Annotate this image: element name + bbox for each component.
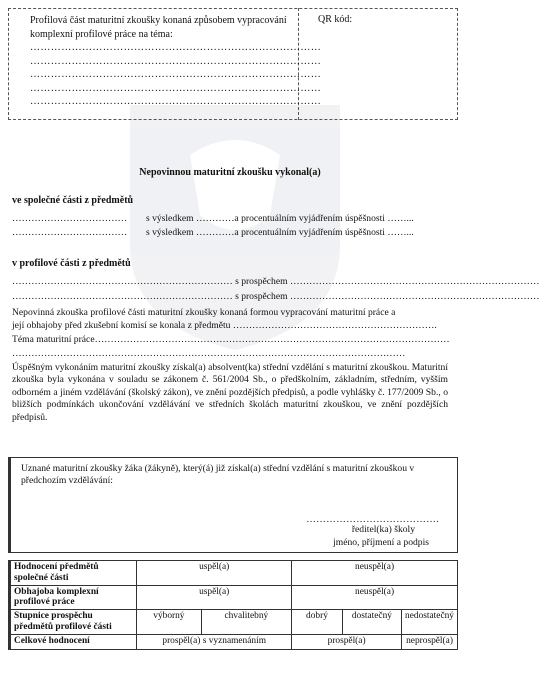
row-label: Celkové hodnocení (10, 634, 137, 649)
profile-part-title: v profilové části z předmětů (12, 258, 131, 269)
exam-note-line: její obhajoby před zkušební komisí se konala z předmětu ………………………………………………………. (12, 320, 437, 331)
percentage-text: a procentuálním vyjádřením úspěšnosti ……... (234, 227, 414, 238)
grade-label: s prospěchem (235, 276, 288, 287)
common-subject-row (12, 227, 452, 239)
grade-value-field[interactable]: …………………………………………………………………… (289, 291, 539, 302)
common-subject-row (12, 213, 452, 225)
results-table (8, 560, 458, 650)
option-cell[interactable]: uspěl(a) (137, 561, 292, 586)
option-cell[interactable]: uspěl(a) (137, 585, 292, 610)
result-label: s výsledkem (145, 213, 194, 224)
profile-subject-row (12, 291, 539, 303)
subject-field[interactable]: ……………………………… (12, 227, 128, 238)
row-label: Stupnice prospěchu předmětů profilové části (10, 610, 137, 635)
table-row (10, 610, 458, 635)
result-value-field[interactable]: ………… (196, 213, 235, 224)
table-row (10, 585, 458, 610)
option-cell[interactable]: prospěl(a) (292, 634, 402, 649)
profile-subject-row (12, 276, 539, 288)
theme-label: Téma maturitní práce (12, 334, 95, 345)
option-cell[interactable]: neprospěl(a) (402, 634, 458, 649)
subject-field[interactable]: ……………………………… (12, 213, 128, 224)
signature-role: ředitel(ka) školy (351, 524, 415, 535)
qr-code-label: QR kód: (318, 14, 353, 25)
section-heading: Nepovinnou maturitní zkoušku vykonal(a) (139, 167, 321, 178)
theme-line-2[interactable]: …………………………………………………………………………………………………………… (12, 348, 406, 359)
topic-line[interactable]: ………………………………………………………………………… (30, 55, 322, 67)
table-row (10, 561, 458, 586)
topic-section (30, 14, 322, 109)
grade-value-field[interactable]: …………………………………………………………………… (289, 276, 539, 287)
row-label: Obhajoba komplexní profilové práce (10, 585, 137, 610)
table-row (10, 634, 458, 649)
exam-note-line: Nepovinná zkouška profilové části maturitní zkoušky konaná formou vypracování maturitní práce a (12, 307, 396, 318)
theme-field[interactable]: ………………………………………………………………………………………………… (94, 334, 450, 345)
grade-option-cell[interactable]: dobrý (292, 610, 343, 635)
recognition-text: Uznané maturitní zkoušky žáka (žákyně), který(á) již získal(a) střední vzdělání s maturitní zkouškou v předchozím vzdělávání: (21, 463, 415, 487)
option-cell[interactable]: neuspěl(a) (292, 585, 458, 610)
common-part-title: ve společné části z předmětů (12, 195, 134, 206)
grade-option-cell[interactable]: výborný (137, 610, 201, 635)
grade-option-cell[interactable]: nedostatečný (402, 610, 458, 635)
row-label: Hodnocení předmětů společné části (10, 561, 137, 586)
result-value-field[interactable]: ………… (196, 227, 235, 238)
topic-line[interactable]: ………………………………………………………………………… (30, 82, 322, 94)
option-cell[interactable]: prospěl(a) s vyznamenáním (137, 634, 292, 649)
result-label: s výsledkem (145, 227, 194, 238)
subject-field[interactable]: …………………………………………………………… (12, 291, 233, 302)
completion-statement: Úspěšným vykonáním maturitní zkoušky získal(a) absolvent(ka) střední vzdělání s maturitní zkouškou. Maturitní zkouška byla vykonána v souladu se zákonem č. 561/2004 Sb., o předškolním, základním, středním, vyšším odborném a jiném vzdělávání (školský zákon), ve znění pozdějších předpisů, a podle vyhlášky č. 177/2009 Sb., o bližších podmínkách ukončování vzdělávání ve středních školách maturitní zkouškou, ve znění pozdějších předpisů. (12, 362, 448, 423)
subject-field[interactable]: …………………………………………………………… (12, 276, 233, 287)
percentage-text: a procentuálním vyjádřením úspěšnosti ……... (234, 213, 414, 224)
grade-label: s prospěchem (235, 291, 288, 302)
signature-line[interactable]: …………………………………. (306, 514, 439, 525)
topic-line[interactable]: ………………………………………………………………………… (30, 42, 322, 53)
grade-option-cell[interactable]: chvalitebný (201, 610, 292, 635)
signature-caption: jméno, příjmení a podpis (333, 537, 429, 548)
theme-line (12, 334, 452, 346)
grade-option-cell[interactable]: dostatečný (342, 610, 401, 635)
recognition-box (8, 457, 458, 553)
topic-intro: Profilová část maturitní zkoušky konaná způsobem vypracování komplexní profilové práce na téma: (30, 15, 287, 40)
topic-line[interactable]: ………………………………………………………………………… (30, 96, 322, 107)
exam-subject-field[interactable]: ………………………………………………………. (232, 320, 437, 331)
topic-line[interactable]: ………………………………………………………………………… (30, 69, 322, 80)
option-cell[interactable]: neuspěl(a) (292, 561, 458, 586)
